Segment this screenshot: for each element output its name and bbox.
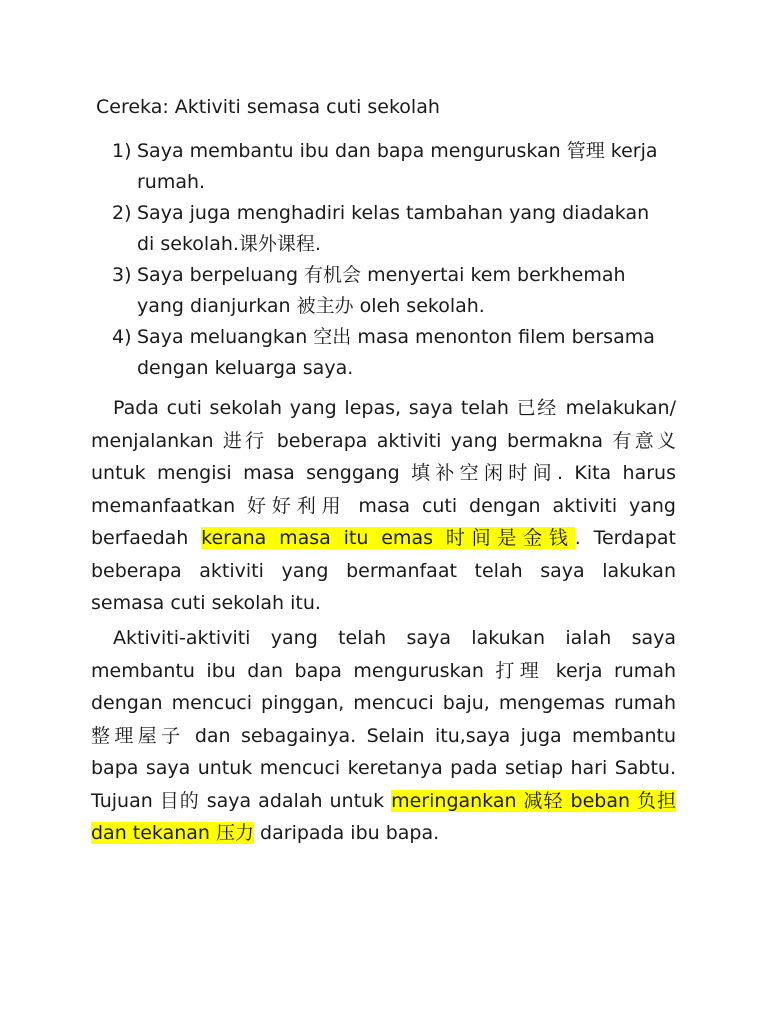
list-item [112, 260, 672, 322]
paragraph-2-text-end: daripada ibu bapa. [254, 822, 440, 844]
paragraph-1-highlight: kerana masa itu emas 时间是金钱 [201, 527, 575, 549]
paragraph-2 [91, 622, 676, 850]
paragraph-2-highlight: meringankan 减轻 beban 负担 dan tekanan 压力 [91, 789, 676, 844]
list-text: Saya juga menghadiri kelas tambahan yang diadakan di sekolah.课外课程. [137, 202, 650, 255]
list-number: 4) [112, 326, 132, 348]
list-text: Saya meluangkan 空出 masa menonton filem bersama dengan keluarga saya. [137, 326, 655, 379]
list-item [112, 198, 672, 260]
paragraph-1-text-start: Pada cuti sekolah yang lepas, saya telah 已经 melakukan/ menjalankan 进行 beberapa aktiviti yang bermakna 有意义 untuk mengisi masa senggang 填补空闲时间. Kita harus memanfaatkan 好好利用 masa cuti dengan aktiviti yang berfaedah [91, 397, 676, 549]
list-item [112, 136, 672, 198]
list-number: 2) [112, 202, 132, 224]
list-item [112, 322, 672, 384]
paragraph-2-text-start: Aktiviti-aktiviti yang telah saya lakukan ialah saya membantu ibu dan bapa menguruskan 打理 kerja rumah dengan mencuci pinggan, mencuci baju, mengemas rumah 整理屋子 dan sebagainya. Selain itu,saya juga membantu bapa saya untuk mencuci keretanya pada setiap hari Sabtu. Tujuan 目的 saya adalah untuk [91, 627, 676, 812]
document-title: Cereka: Aktiviti semasa cuti sekolah [96, 96, 440, 118]
paragraph-1 [91, 392, 676, 620]
list-text: Saya membantu ibu dan bapa menguruskan 管理 kerja rumah. [137, 140, 658, 193]
list-text: Saya berpeluang 有机会 menyertai kem berkhemah yang dianjurkan 被主办 oleh sekolah. [137, 264, 626, 317]
list-number: 3) [112, 264, 132, 286]
paragraph-1-text-end: . Terdapat beberapa aktiviti yang bermanfaat telah saya lakukan semasa cuti sekolah itu. [91, 527, 676, 614]
activity-list [112, 136, 672, 384]
list-number: 1) [112, 140, 132, 162]
